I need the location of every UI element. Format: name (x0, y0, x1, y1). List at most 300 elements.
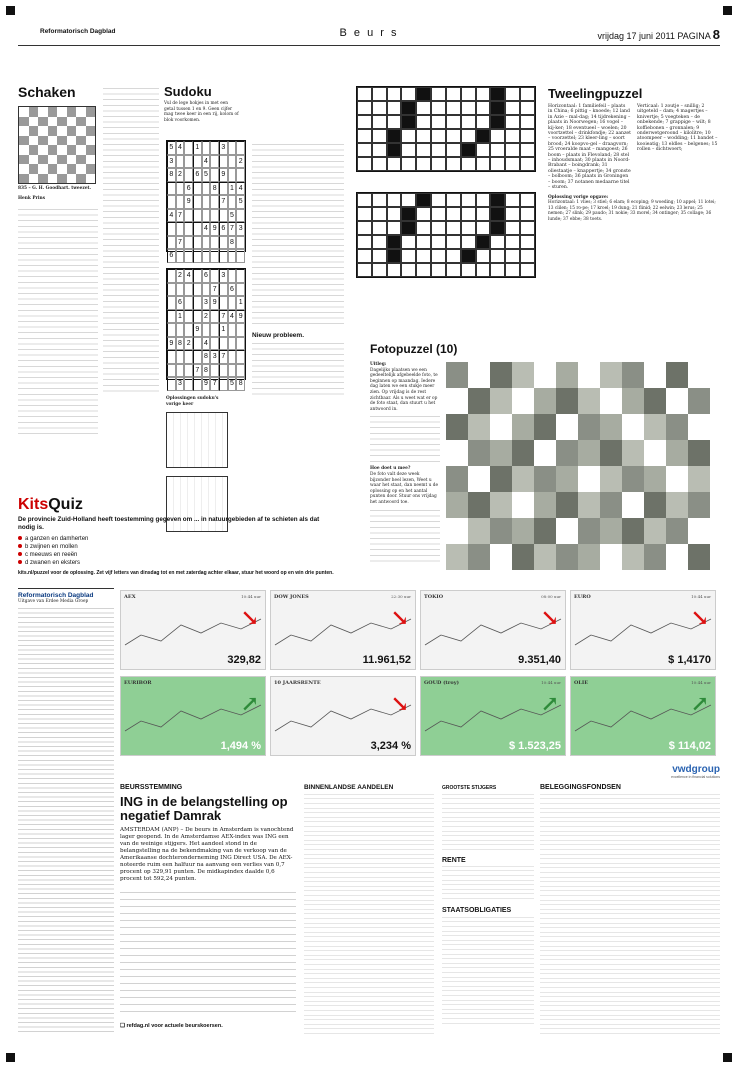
sudoku-cell[interactable] (210, 155, 219, 169)
sudoku-cell[interactable] (176, 222, 185, 236)
crossword-cell[interactable] (461, 249, 476, 263)
crossword-cell[interactable] (461, 263, 476, 277)
sudoku-cell[interactable] (228, 155, 237, 169)
sudoku-cell[interactable]: 9 (236, 310, 245, 324)
sudoku-cell[interactable]: 3 (219, 269, 228, 283)
crossword-cell[interactable] (446, 129, 461, 143)
sudoku-cell[interactable]: 8 (210, 182, 219, 196)
sudoku-cell[interactable] (228, 296, 237, 310)
sudoku-cell[interactable] (236, 323, 245, 337)
sudoku-cell[interactable] (193, 155, 202, 169)
sudoku-cell[interactable] (210, 249, 219, 263)
crossword-cell[interactable] (505, 235, 520, 249)
sudoku-cell[interactable]: 7 (210, 283, 219, 297)
crossword-cell[interactable] (490, 263, 505, 277)
crossword-cell[interactable] (520, 143, 535, 157)
crossword-cell[interactable] (431, 87, 446, 101)
sudoku-cell[interactable] (236, 168, 245, 182)
crossword-cell[interactable] (520, 129, 535, 143)
crossword-cell[interactable] (490, 157, 505, 171)
sudoku-cell[interactable] (228, 350, 237, 364)
sudoku-cell[interactable]: 4 (202, 222, 211, 236)
crossword-cell[interactable] (520, 249, 535, 263)
sudoku-cell[interactable]: 1 (236, 296, 245, 310)
crossword-cell[interactable] (461, 157, 476, 171)
crossword-cell[interactable] (520, 157, 535, 171)
sudoku-cell[interactable] (167, 296, 176, 310)
sudoku-cell[interactable]: 7 (228, 222, 237, 236)
crossword-cell[interactable] (387, 143, 402, 157)
sudoku-cell[interactable] (193, 283, 202, 297)
sudoku-cell[interactable]: 6 (219, 222, 228, 236)
crossword-cell[interactable] (401, 221, 416, 235)
crossword-cell[interactable] (505, 193, 520, 207)
crossword-cell[interactable] (416, 235, 431, 249)
crossword-cell[interactable] (357, 115, 372, 129)
sudoku-cell[interactable] (219, 155, 228, 169)
crossword-cell[interactable] (476, 207, 491, 221)
sudoku-cell[interactable]: 7 (176, 236, 185, 250)
sudoku-cell[interactable]: 7 (193, 364, 202, 378)
sudoku-cell[interactable] (202, 323, 211, 337)
crossword-cell[interactable] (461, 207, 476, 221)
crossword-cell[interactable] (431, 157, 446, 171)
crossword-cell[interactable] (446, 235, 461, 249)
sudoku-cell[interactable] (193, 269, 202, 283)
crossword-cell[interactable] (505, 207, 520, 221)
sudoku-cell[interactable]: 7 (219, 310, 228, 324)
sudoku-cell[interactable]: 8 (176, 337, 185, 351)
crossword-cell[interactable] (505, 249, 520, 263)
crossword-cell[interactable] (476, 115, 491, 129)
sudoku-cell[interactable] (219, 377, 228, 391)
crossword-cell[interactable] (505, 157, 520, 171)
sudoku-cell[interactable] (219, 283, 228, 297)
crossword-cell[interactable] (520, 87, 535, 101)
sudoku-cell[interactable] (236, 283, 245, 297)
crossword-cell[interactable] (490, 101, 505, 115)
sudoku-cell[interactable] (184, 350, 193, 364)
sudoku-cell[interactable]: 1 (193, 141, 202, 155)
crossword-cell[interactable] (416, 157, 431, 171)
crossword-cell[interactable] (357, 263, 372, 277)
sudoku-cell[interactable]: 1 (228, 182, 237, 196)
crossword-cell[interactable] (387, 221, 402, 235)
sudoku-cell[interactable]: 9 (184, 195, 193, 209)
sudoku-cell[interactable] (228, 364, 237, 378)
crossword-cell[interactable] (446, 221, 461, 235)
sudoku-cell[interactable] (236, 364, 245, 378)
sudoku-cell[interactable] (167, 236, 176, 250)
crossword-cell[interactable] (461, 193, 476, 207)
sudoku-cell[interactable] (202, 209, 211, 223)
crossword-cell[interactable] (387, 129, 402, 143)
crossword-cell[interactable] (505, 129, 520, 143)
crossword-cell[interactable] (372, 101, 387, 115)
sudoku-cell[interactable] (167, 182, 176, 196)
crossword-cell[interactable] (505, 221, 520, 235)
crossword-cell[interactable] (446, 143, 461, 157)
sudoku-cell[interactable]: 7 (219, 350, 228, 364)
crossword-cell[interactable] (490, 143, 505, 157)
sudoku-cell[interactable]: 2 (176, 168, 185, 182)
crossword-cell[interactable] (401, 207, 416, 221)
sudoku-cell[interactable]: 8 (167, 168, 176, 182)
crossword-cell[interactable] (505, 143, 520, 157)
sudoku-cell[interactable] (184, 236, 193, 250)
sudoku-cell[interactable] (202, 182, 211, 196)
sudoku-cell[interactable]: 7 (176, 209, 185, 223)
sudoku-cell[interactable] (167, 269, 176, 283)
sudoku-cell[interactable]: 6 (184, 182, 193, 196)
crossword-cell[interactable] (387, 207, 402, 221)
crossword-cell[interactable] (387, 157, 402, 171)
crossword-cell[interactable] (416, 115, 431, 129)
sudoku-cell[interactable]: 8 (202, 364, 211, 378)
crossword-cell[interactable] (401, 157, 416, 171)
crossword-cell[interactable] (357, 249, 372, 263)
sudoku-cell[interactable] (184, 155, 193, 169)
crossword-cell[interactable] (476, 157, 491, 171)
crossword-cell[interactable] (461, 129, 476, 143)
sudoku-cell[interactable] (193, 249, 202, 263)
sudoku-cell[interactable]: 4 (236, 182, 245, 196)
sudoku-cell[interactable]: 5 (236, 195, 245, 209)
sudoku-cell[interactable]: 9 (202, 377, 211, 391)
sudoku-cell[interactable]: 5 (228, 209, 237, 223)
crossword-cell[interactable] (520, 207, 535, 221)
sudoku-cell[interactable]: 9 (219, 168, 228, 182)
sudoku-cell[interactable] (167, 222, 176, 236)
crossword-cell[interactable] (372, 193, 387, 207)
sudoku-cell[interactable] (236, 249, 245, 263)
sudoku-cell[interactable] (210, 141, 219, 155)
crossword-cell[interactable] (490, 193, 505, 207)
crossword-cell[interactable] (520, 263, 535, 277)
crossword-cell[interactable] (416, 129, 431, 143)
sudoku-cell[interactable] (176, 283, 185, 297)
sudoku-cell[interactable]: 5 (167, 141, 176, 155)
sudoku-cell[interactable] (193, 296, 202, 310)
sudoku-cell[interactable]: 3 (202, 296, 211, 310)
sudoku-cell[interactable] (228, 195, 237, 209)
sudoku-cell[interactable]: 3 (167, 155, 176, 169)
sudoku-cell[interactable]: 9 (210, 296, 219, 310)
crossword-cell[interactable] (461, 235, 476, 249)
sudoku-cell[interactable] (193, 195, 202, 209)
sudoku-cell[interactable] (184, 310, 193, 324)
sudoku-cell[interactable]: 4 (202, 155, 211, 169)
sudoku-cell[interactable] (236, 337, 245, 351)
sudoku-cell[interactable]: 4 (184, 269, 193, 283)
crossword-cell[interactable] (520, 101, 535, 115)
crossword-cell[interactable] (446, 249, 461, 263)
crossword-cell[interactable] (387, 87, 402, 101)
sudoku-cell[interactable] (210, 195, 219, 209)
crossword-cell[interactable] (476, 235, 491, 249)
crossword-cell[interactable] (372, 221, 387, 235)
sudoku-cell[interactable] (210, 236, 219, 250)
crossword-cell[interactable] (476, 249, 491, 263)
sudoku-cell[interactable] (210, 168, 219, 182)
sudoku-cell[interactable]: 2 (176, 269, 185, 283)
crossword-cell[interactable] (387, 235, 402, 249)
crossword-cell[interactable] (357, 143, 372, 157)
crossword-cell[interactable] (372, 263, 387, 277)
crossword-cell[interactable] (431, 115, 446, 129)
sudoku-cell[interactable] (176, 323, 185, 337)
sudoku-cell[interactable] (228, 323, 237, 337)
crossword-cell[interactable] (357, 87, 372, 101)
sudoku-cell[interactable]: 6 (193, 168, 202, 182)
sudoku-cell[interactable]: 9 (167, 337, 176, 351)
crossword-cell[interactable] (416, 263, 431, 277)
crossword-cell[interactable] (401, 193, 416, 207)
crossword-cell[interactable] (461, 115, 476, 129)
sudoku-cell[interactable] (210, 364, 219, 378)
crossword-cell[interactable] (431, 143, 446, 157)
sudoku-cell[interactable] (202, 236, 211, 250)
sudoku-cell[interactable] (193, 182, 202, 196)
crossword-cell[interactable] (431, 235, 446, 249)
crossword-cell[interactable] (446, 207, 461, 221)
sudoku-cell[interactable] (219, 249, 228, 263)
sudoku-cell[interactable] (228, 269, 237, 283)
sudoku-cell[interactable] (176, 182, 185, 196)
crossword-cell[interactable] (476, 143, 491, 157)
sudoku-cell[interactable] (219, 337, 228, 351)
crossword-cell[interactable] (372, 207, 387, 221)
sudoku-cell[interactable] (228, 141, 237, 155)
crossword-cell[interactable] (401, 143, 416, 157)
crossword-cell[interactable] (446, 157, 461, 171)
sudoku-cell[interactable] (193, 222, 202, 236)
crossword-cell[interactable] (357, 207, 372, 221)
crossword-cell[interactable] (431, 129, 446, 143)
crossword-cell[interactable] (401, 235, 416, 249)
crossword-cell[interactable] (401, 249, 416, 263)
sudoku-cell[interactable] (236, 350, 245, 364)
crossword-cell[interactable] (505, 115, 520, 129)
crossword-cell[interactable] (476, 193, 491, 207)
sudoku-cell[interactable] (228, 249, 237, 263)
crossword-cell[interactable] (476, 129, 491, 143)
sudoku-cell[interactable] (202, 249, 211, 263)
sudoku-cell[interactable] (184, 141, 193, 155)
sudoku-cell[interactable]: 6 (167, 249, 176, 263)
sudoku-cell[interactable] (193, 236, 202, 250)
crossword-cell[interactable] (431, 263, 446, 277)
sudoku-cell[interactable]: 1 (219, 323, 228, 337)
sudoku-cell[interactable] (210, 269, 219, 283)
sudoku-cell[interactable]: 8 (228, 236, 237, 250)
crossword-cell[interactable] (387, 101, 402, 115)
sudoku-cell[interactable] (202, 195, 211, 209)
crossword-cell[interactable] (446, 115, 461, 129)
sudoku-cell[interactable]: 4 (202, 337, 211, 351)
sudoku-cell[interactable]: 2 (236, 155, 245, 169)
crossword-cell[interactable] (476, 221, 491, 235)
sudoku-cell[interactable]: 3 (236, 222, 245, 236)
sudoku-cell[interactable] (184, 296, 193, 310)
crossword-cell[interactable] (416, 249, 431, 263)
sudoku-cell[interactable] (193, 337, 202, 351)
crossword-cell[interactable] (357, 221, 372, 235)
sudoku-cell[interactable] (176, 155, 185, 169)
crossword-cell[interactable] (520, 235, 535, 249)
crossword-cell[interactable] (461, 87, 476, 101)
sudoku-cell[interactable] (193, 209, 202, 223)
crossword-cell[interactable] (372, 115, 387, 129)
crossword-cell[interactable] (431, 221, 446, 235)
sudoku-cell[interactable] (202, 283, 211, 297)
sudoku-cell[interactable] (167, 364, 176, 378)
sudoku-cell[interactable] (184, 283, 193, 297)
sudoku-cell[interactable] (184, 168, 193, 182)
sudoku-cell[interactable]: 7 (219, 195, 228, 209)
sudoku-cell[interactable] (210, 323, 219, 337)
crossword-cell[interactable] (431, 193, 446, 207)
crossword-cell[interactable] (401, 115, 416, 129)
sudoku-cell[interactable] (236, 209, 245, 223)
sudoku-cell[interactable] (176, 350, 185, 364)
sudoku-cell[interactable]: 2 (184, 337, 193, 351)
crossword-cell[interactable] (505, 263, 520, 277)
crossword-cell[interactable] (357, 193, 372, 207)
crossword-cell[interactable] (446, 101, 461, 115)
sudoku-cell[interactable]: 9 (193, 323, 202, 337)
sudoku-cell[interactable] (184, 323, 193, 337)
sudoku-cell[interactable]: 5 (228, 377, 237, 391)
sudoku-cell[interactable] (184, 209, 193, 223)
sudoku-cell[interactable]: 1 (176, 310, 185, 324)
crossword-cell[interactable] (387, 249, 402, 263)
sudoku-cell[interactable]: 4 (176, 141, 185, 155)
sudoku-cell[interactable] (167, 195, 176, 209)
crossword-cell[interactable] (505, 101, 520, 115)
sudoku-cell[interactable]: 2 (202, 310, 211, 324)
sudoku-cell[interactable] (193, 377, 202, 391)
crossword-cell[interactable] (446, 263, 461, 277)
crossword-cell[interactable] (490, 221, 505, 235)
sudoku-cell[interactable]: 3 (219, 141, 228, 155)
sudoku-cell[interactable] (219, 296, 228, 310)
sudoku-cell[interactable] (236, 141, 245, 155)
sudoku-cell[interactable]: 6 (176, 296, 185, 310)
sudoku-cell[interactable]: 3 (210, 350, 219, 364)
crossword-cell[interactable] (476, 263, 491, 277)
crossword-cell[interactable] (490, 129, 505, 143)
crossword-cell[interactable] (401, 129, 416, 143)
sudoku-cell[interactable] (167, 350, 176, 364)
sudoku-cell[interactable] (176, 364, 185, 378)
crossword-cell[interactable] (431, 249, 446, 263)
sudoku-cell[interactable] (236, 236, 245, 250)
crossword-cell[interactable] (357, 129, 372, 143)
sudoku-cell[interactable]: 8 (202, 350, 211, 364)
crossword-cell[interactable] (416, 221, 431, 235)
crossword-cell[interactable] (416, 193, 431, 207)
crossword-cell[interactable] (446, 193, 461, 207)
sudoku-cell[interactable] (176, 249, 185, 263)
crossword-cell[interactable] (372, 143, 387, 157)
crossword-cell[interactable] (387, 263, 402, 277)
sudoku-cell[interactable] (236, 269, 245, 283)
sudoku-cell[interactable] (210, 310, 219, 324)
crossword-cell[interactable] (505, 87, 520, 101)
crossword-cell[interactable] (372, 235, 387, 249)
crossword-cell[interactable] (372, 157, 387, 171)
crossword-cell[interactable] (490, 115, 505, 129)
sudoku-cell[interactable] (219, 236, 228, 250)
crossword-cell[interactable] (357, 101, 372, 115)
sudoku-cell[interactable]: 4 (228, 310, 237, 324)
sudoku-cell[interactable]: 6 (202, 269, 211, 283)
crossword-cell[interactable] (476, 87, 491, 101)
sudoku-cell[interactable] (219, 364, 228, 378)
crossword-cell[interactable] (431, 101, 446, 115)
crossword-cell[interactable] (490, 207, 505, 221)
crossword-cell[interactable] (416, 87, 431, 101)
crossword-cell[interactable] (401, 101, 416, 115)
crossword-cell[interactable] (490, 235, 505, 249)
crossword-cell[interactable] (357, 157, 372, 171)
sudoku-cell[interactable]: 7 (210, 377, 219, 391)
sudoku-cell[interactable] (184, 377, 193, 391)
crossword-cell[interactable] (520, 115, 535, 129)
crossword-cell[interactable] (416, 143, 431, 157)
sudoku-cell[interactable] (210, 209, 219, 223)
sudoku-cell[interactable] (176, 195, 185, 209)
sudoku-cell[interactable] (219, 209, 228, 223)
sudoku-cell[interactable] (193, 350, 202, 364)
crossword-cell[interactable] (520, 221, 535, 235)
crossword-cell[interactable] (461, 221, 476, 235)
sudoku-cell[interactable] (228, 337, 237, 351)
sudoku-cell[interactable] (210, 337, 219, 351)
crossword-cell[interactable] (357, 235, 372, 249)
crossword-cell[interactable] (372, 249, 387, 263)
crossword-cell[interactable] (476, 101, 491, 115)
sudoku-cell[interactable] (184, 364, 193, 378)
sudoku-cell[interactable] (193, 310, 202, 324)
crossword-cell[interactable] (372, 87, 387, 101)
crossword-cell[interactable] (461, 143, 476, 157)
crossword-cell[interactable] (490, 249, 505, 263)
crossword-cell[interactable] (446, 87, 461, 101)
sudoku-cell[interactable]: 4 (167, 209, 176, 223)
crossword-cell[interactable] (372, 129, 387, 143)
crossword-cell[interactable] (401, 263, 416, 277)
sudoku-cell[interactable] (228, 168, 237, 182)
sudoku-cell[interactable]: 9 (210, 222, 219, 236)
sudoku-cell[interactable]: 5 (202, 168, 211, 182)
crossword-cell[interactable] (461, 101, 476, 115)
sudoku-cell[interactable] (202, 141, 211, 155)
sudoku-cell[interactable] (167, 310, 176, 324)
crossword-cell[interactable] (387, 193, 402, 207)
sudoku-cell[interactable] (167, 323, 176, 337)
sudoku-cell[interactable] (167, 377, 176, 391)
crossword-cell[interactable] (401, 87, 416, 101)
sudoku-cell[interactable]: 8 (236, 377, 245, 391)
crossword-cell[interactable] (416, 207, 431, 221)
sudoku-cell[interactable]: 6 (228, 283, 237, 297)
crossword-cell[interactable] (490, 87, 505, 101)
crossword-cell[interactable] (431, 207, 446, 221)
sudoku-cell[interactable] (184, 222, 193, 236)
crossword-cell[interactable] (520, 193, 535, 207)
